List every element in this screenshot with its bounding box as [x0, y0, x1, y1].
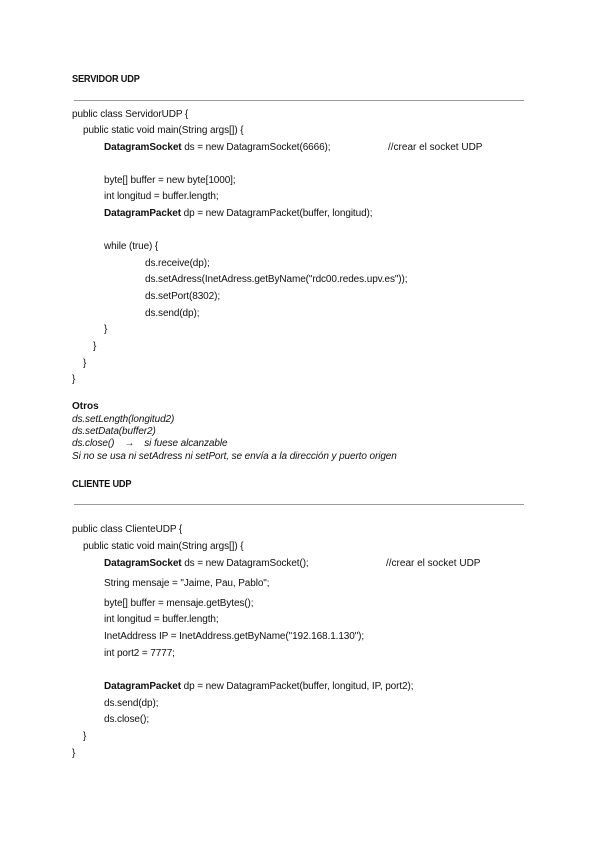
otros-setlength: ds.setLength(longitud2)	[72, 414, 175, 425]
servidor-longitud-line: int longitud = buffer.length;	[104, 191, 219, 202]
servidor-main-close: }	[93, 341, 97, 352]
cliente-packet-line	[104, 680, 413, 693]
servidor-buffer-line: byte[] buffer = new byte[1000];	[104, 175, 236, 186]
cliente-heading: CLIENTE UDP	[72, 479, 132, 490]
servidor-divider	[74, 100, 524, 101]
cliente-main-close: }	[83, 731, 87, 742]
servidor-receive-line: ds.receive(dp);	[145, 258, 210, 269]
servidor-packet-line	[104, 207, 372, 220]
servidor-main-decl: public static void main(String args[]) {	[83, 125, 244, 136]
cliente-main-decl: public static void main(String args[]) {	[83, 541, 244, 552]
cliente-socket-comment: //crear el socket UDP	[386, 558, 481, 569]
servidor-file-close: }	[72, 374, 76, 385]
cliente-class-close: }	[72, 748, 76, 759]
servidor-socket-comment: //crear el socket UDP	[388, 142, 483, 153]
servidor-while-close: }	[104, 324, 108, 335]
servidor-send-line: ds.send(dp);	[145, 308, 200, 319]
cliente-buffer-line: byte[] buffer = mensaje.getBytes();	[104, 598, 254, 609]
servidor-setadress-line: ds.setAdress(InetAdress.getByName("rdc00.redes.upv.es"));	[145, 274, 408, 285]
servidor-heading: SERVIDOR UDP	[72, 74, 140, 85]
datagram-packet-keyword: DatagramPacket	[104, 208, 181, 219]
servidor-setport-line: ds.setPort(8302);	[145, 291, 221, 302]
otros-close-line	[72, 437, 227, 450]
cliente-port-line: int port2 = 7777;	[104, 648, 175, 659]
cliente-close-line: ds.close();	[104, 714, 150, 725]
otros-note: Si no se usa ni setAdress ni setPort, se envía a la dirección y puerto origen	[72, 451, 397, 462]
cliente-ip-line: InetAddress IP = InetAddress.getByName("192.168.1.130");	[104, 631, 365, 642]
cliente-mensaje-line: String mensaje = "Jaime, Pau, Pablo";	[104, 578, 270, 589]
cliente-divider	[74, 504, 524, 505]
datagram-socket-keyword: DatagramSocket	[104, 558, 182, 569]
socket-line-rest: ds = new DatagramSocket();	[181, 558, 309, 569]
servidor-while-line: while (true) {	[104, 241, 159, 252]
otros-close-call: ds.close()	[72, 438, 115, 449]
datagram-packet-keyword: DatagramPacket	[104, 681, 181, 692]
cliente-class-decl: public class ClienteUDP {	[72, 524, 183, 535]
cliente-socket-line	[104, 557, 309, 570]
packet-line-rest: dp = new DatagramPacket(buffer, longitud);	[180, 208, 373, 219]
datagram-socket-keyword: DatagramSocket	[104, 142, 182, 153]
servidor-socket-line	[104, 141, 330, 154]
otros-setdata: ds.setData(buffer2)	[72, 426, 156, 437]
cliente-longitud-line: int longitud = buffer.length;	[104, 614, 219, 625]
arrow-right-icon: →	[124, 438, 135, 449]
socket-line-rest: ds = new DatagramSocket(6666);	[181, 142, 331, 153]
packet-line-rest: dp = new DatagramPacket(buffer, longitud, IP, port2);	[180, 681, 414, 692]
servidor-class-decl: public class ServidorUDP {	[72, 109, 189, 120]
otros-title: Otros	[72, 401, 99, 412]
cliente-send-line: ds.send(dp);	[104, 698, 159, 709]
servidor-class-close: }	[83, 358, 87, 369]
otros-close-note: si fuese alcanzable	[144, 438, 228, 449]
